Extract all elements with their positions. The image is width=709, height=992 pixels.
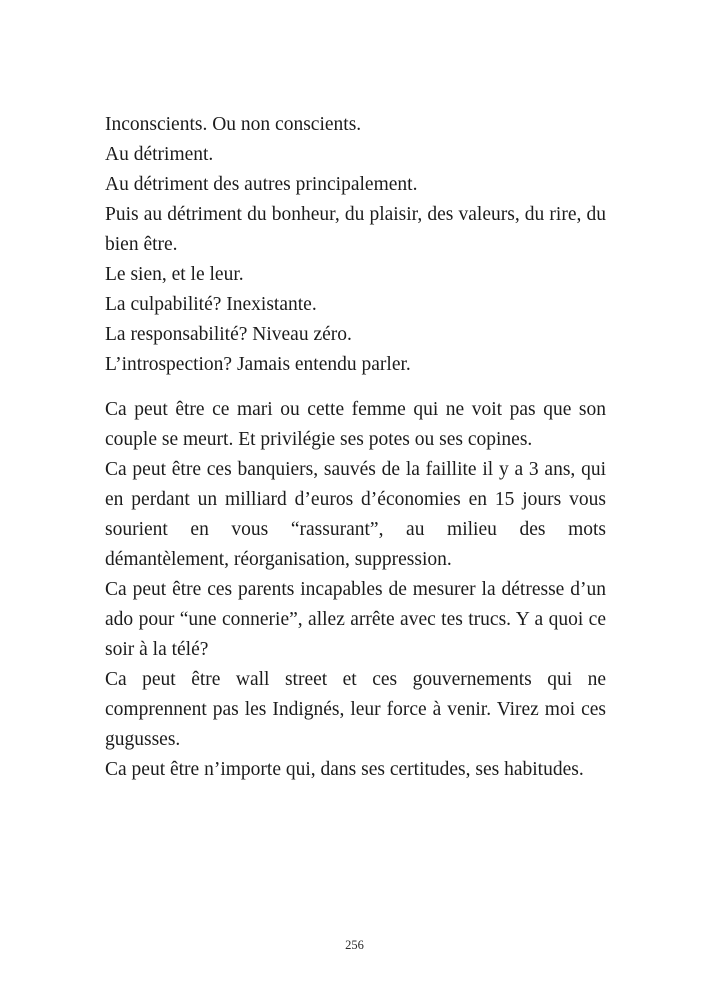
- paragraph: Ca peut être wall street et ces gouvernements qui ne comprennent pas les Indignés, leur force à venir. Virez moi ces gugusses.: [105, 669, 606, 750]
- text-line: Puis au détriment du bonheur, du plaisir, des valeurs, du rire, du bien être.: [105, 204, 606, 255]
- text-line: La responsabilité? Niveau zéro.: [105, 324, 352, 345]
- body-paragraphs-block: [105, 395, 606, 785]
- page-text: [105, 110, 606, 785]
- text-line: Inconscients. Ou non conscients.: [105, 114, 362, 135]
- text-line: Le sien, et le leur.: [105, 264, 244, 285]
- text-line: Au détriment.: [105, 144, 214, 165]
- paragraph: Ca peut être n’importe qui, dans ses certitudes, ses habitudes.: [105, 759, 584, 780]
- text-line: L’introspection? Jamais entendu parler.: [105, 354, 411, 375]
- paragraph: Ca peut être ces parents incapables de mesurer la détresse d’un ado pour “une connerie”, allez arrête avec tes trucs. Y a quoi ce soir à la télé?: [105, 579, 606, 660]
- paragraph: Ca peut être ce mari ou cette femme qui ne voit pas que son couple se meurt. Et privilégie ses potes ou ses copines.: [105, 399, 606, 450]
- opening-lines-block: [105, 110, 606, 380]
- paragraph: Ca peut être ces banquiers, sauvés de la faillite il y a 3 ans, qui en perdant un milliard d’euros d’économies en 15 jours vous sourient en vous “rassurant”, au milieu des mots démantèlement, réorganisation, suppression.: [105, 459, 606, 570]
- text-line: Au détriment des autres principalement.: [105, 174, 418, 195]
- text-line: La culpabilité? Inexistante.: [105, 294, 317, 315]
- page-number: 256: [345, 938, 364, 952]
